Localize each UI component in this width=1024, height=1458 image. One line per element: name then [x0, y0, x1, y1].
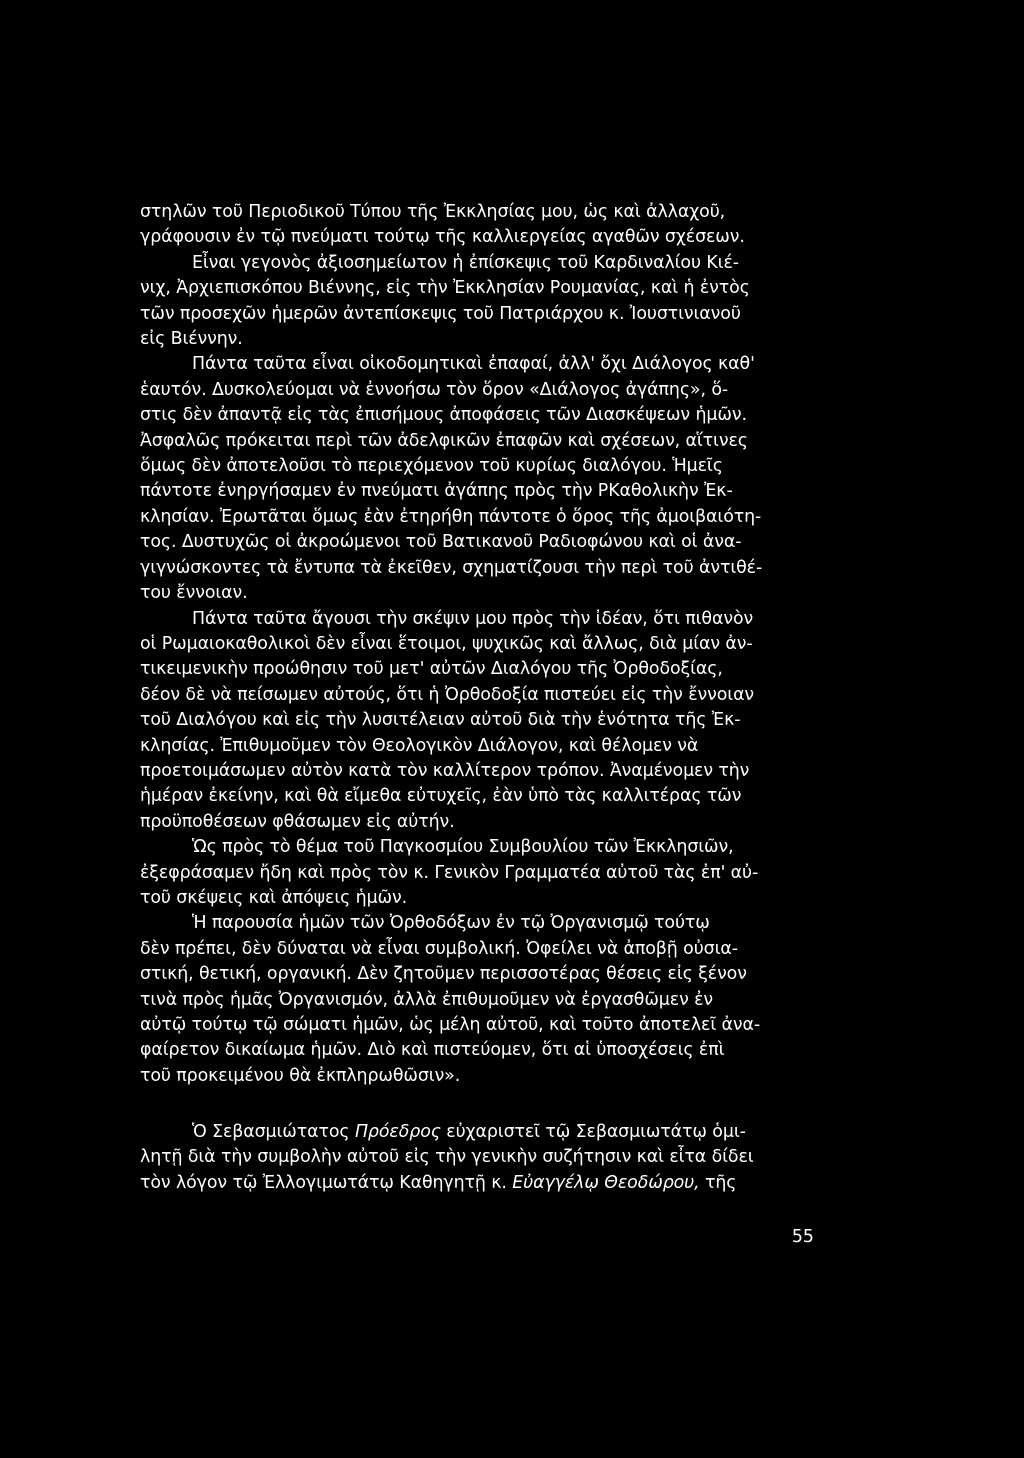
closing-line-3 — [140, 1171, 814, 1196]
text-line: τοῦ Διαλόγου καὶ εἰς τὴν λυσιτέλειαν αὐτοῦ διὰ τὴν ἑνότητα τῆς Ἐκ- — [140, 710, 741, 731]
text-line: κλησίαν. Ἐρωτᾶται ὅμως ἐὰν ἐτηρήθη πάντοτε ὁ ὅρος τῆς ἀμοιβαιότη- — [140, 506, 762, 527]
text-line: Ἀσφαλῶς πρόκειται περὶ τῶν ἀδελφικῶν ἐπαφῶν καὶ σχέσεων, αἵτινες — [140, 430, 748, 451]
text-line: αὐτῷ τούτῳ τῷ σώματι ἡμῶν, ὡς μέλη αὐτοῦ, καὶ τοῦτο ἀποτελεῖ ἀνα- — [140, 1015, 761, 1035]
closing-line-2: λητῇ διὰ τὴν συμβολὴν αὐτοῦ εἰς τὴν γενικὴν συζήτησιν καὶ εἶτα δίδει — [140, 1147, 754, 1168]
text-line: ἐξεφράσαμεν ἤδη καὶ πρὸς τὸν κ. Γενικὸν Γραμματέα αὐτοῦ τὰς ἐπ' αὐ- — [140, 862, 759, 883]
text-line: τῶν προσεχῶν ἡμερῶν ἀντεπίσκεψις τοῦ Πατριάρχου κ. Ἰουστινιανοῦ — [140, 303, 741, 324]
text-line: τοῦ προκειμένου θὰ ἐκπληρωθῶσιν». — [140, 1065, 461, 1086]
text-line: δὲν πρέπει, δὲν δύναται νὰ εἶναι συμβολική. Ὀφείλει νὰ ἀποβῇ οὐσια- — [140, 938, 738, 959]
text-line: Ἡ παρουσία ἡμῶν τῶν Ὀρθοδόξων ἐν τῷ Ὀργανισμῷ τούτῳ — [192, 913, 710, 934]
closing-line-1-part-a: Ὁ Σεβασμιώτατος — [192, 1122, 355, 1142]
text-line: του ἔννοιαν. — [140, 583, 248, 604]
text-line: φαίρετον δικαίωμα ἡμῶν. Διὸ καὶ πιστεύομεν, ὅτι αἱ ὑποσχέσεις ἐπὶ — [140, 1040, 725, 1061]
text-line: νιχ, Ἀρχιεπισκόπου Βιέννης, εἰς τὴν Ἐκκλησίαν Ρουμανίας, καὶ ἡ ἐντὸς — [140, 278, 750, 299]
text-line: κλησίας. Ἐπιθυμοῦμεν τὸν Θεολογικὸν Διάλογον, καὶ θέλομεν νὰ — [140, 735, 699, 756]
text-line: τικειμενικὴν προώθησιν τοῦ μετ' αὐτῶν Διαλόγου τῆς Ὀρθοδοξίας, — [140, 659, 723, 680]
text-line: εἰς Βιέννην. — [140, 329, 243, 350]
text-line: Πάντα ταῦτα εἶναι οἰκοδομητικαὶ ἐπαφαί, ἀλλ' ὄχι Διάλογος καθ' — [192, 354, 755, 375]
closing-line-1 — [140, 1120, 814, 1145]
text-line: πάντοτε ἐνηργήσαμεν ἐν πνεύματι ἀγάπης πρὸς τὴν ΡΚαθολικὴν Ἐκ- — [140, 481, 733, 502]
closing-line-1-italic: Πρόεδρος — [354, 1122, 441, 1142]
text-line: ἑαυτόν. Δυσκολεύομαι νὰ ἐννοήσω τὸν ὅρον «Διάλογος ἀγάπης», ὅ- — [140, 379, 729, 400]
text-line: τινὰ πρὸς ἡμᾶς Ὀργανισμόν, ἀλλὰ ἐπιθυμοῦμεν νὰ ἐργασθῶμεν ἐν — [140, 989, 714, 1010]
text-line: προϋποθέσεων φθάσωμεν εἰς αὐτήν. — [140, 811, 455, 832]
main-text-block — [140, 200, 814, 1089]
text-line: στις δὲν ἀπαντᾷ εἰς τὰς ἐπισήμους ἀποφάσεις τῶν Διασκέψεων ἡμῶν. — [140, 405, 747, 426]
text-line: τος. Δυστυχῶς οἱ ἀκροώμενοι τοῦ Βατικανοῦ Ραδιοφώνου καὶ οἱ ἀνα- — [140, 532, 742, 553]
closing-paragraph — [140, 1120, 814, 1196]
page-number: 55 — [791, 1227, 814, 1247]
closing-line-1-part-b: εὐχαριστεῖ τῷ Σεβασμιωτάτῳ ὁμι- — [440, 1122, 746, 1142]
text-line: στηλῶν τοῦ Περιοδικοῦ Τύπου τῆς Ἐκκλησίας μου, ὡς καὶ ἀλλαχοῦ, — [140, 202, 726, 222]
text-line: τοῦ σκέψεις καὶ ἀπόψεις ἡμῶν. — [140, 887, 408, 908]
closing-line-3-part-a: τὸν λόγον τῷ Ἐλλογιμωτάτῳ Καθηγητῇ κ. — [140, 1172, 513, 1193]
text-line: στική, θετική, οργανική. Δὲν ζητοῦμεν περισσοτέρας θέσεις εἰς ξένον — [140, 964, 747, 985]
closing-line-3-italic: Εὐαγγέλῳ Θεοδώρου, — [512, 1172, 700, 1193]
text-line: οἱ Ρωμαιοκαθολικοὶ δὲν εἶναι ἕτοιμοι, ψυχικῶς καὶ ἄλλως, διὰ μίαν ἀν- — [140, 633, 753, 654]
closing-line-3-part-b: τῆς — [699, 1172, 737, 1193]
text-line: γράφουσιν ἐν τῷ πνεύματι τούτῳ τῆς καλλιεργείας αγαθῶν σχέσεων. — [140, 227, 745, 248]
text-line: ἡμέραν ἐκείνην, καὶ θὰ εἴμεθα εὐτυχεῖς, ἐὰν ὑπὸ τὰς καλλιτέρας τῶν — [140, 786, 742, 807]
text-line: δέον δὲ νὰ πείσωμεν αὐτούς, ὅτι ἡ Ὀρθοδοξία πιστεύει εἰς τὴν ἔννοιαν — [140, 684, 755, 705]
text-line: γιγνώσκοντες τὰ ἔντυπα τὰ ἐκεῖθεν, σχηματίζουσι τὴν περὶ τοῦ ἀντιθέ- — [140, 557, 763, 578]
text-line: Πάντα ταῦτα ἄγουσι τὴν σκέψιν μου πρὸς τὴν ἰδέαν, ὅτι πιθανὸν — [192, 608, 754, 629]
text-line: Εἶναι γεγονὸς ἀξιοσημείωτον ἡ ἐπίσκεψις τοῦ Καρδιναλίου Κιέ- — [192, 252, 739, 273]
text-line: ὅμως δὲν ἀποτελοῦσι τὸ περιεχόμενον τοῦ κυρίως διαλόγου. Ἡμεῖς — [140, 456, 723, 477]
text-line: προετοιμάσωμεν αὐτὸν κατὰ τὸν καλλίτερον τρόπον. Ἀναμένομεν τὴν — [140, 760, 750, 781]
text-line: Ὡς πρὸς τὸ θέμα τοῦ Παγκοσμίου Συμβουλίου τῶν Ἐκκλησιῶν, — [192, 837, 734, 858]
